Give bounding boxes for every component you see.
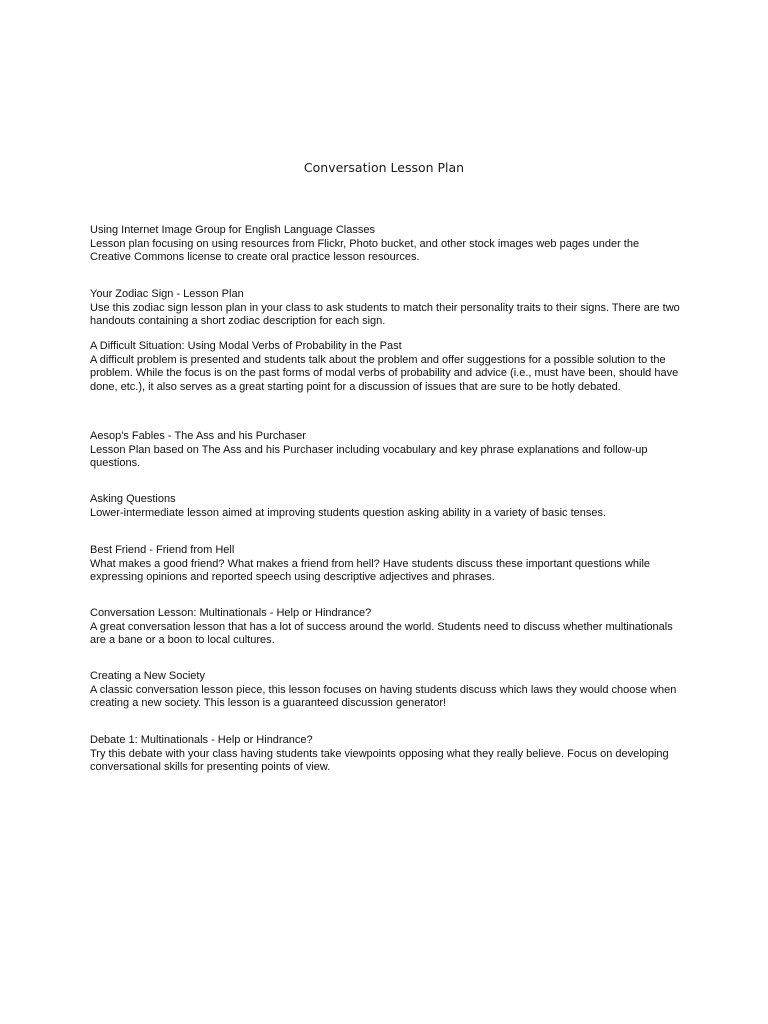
lesson-title: Conversation Lesson: Multinationals - Help or Hindrance?: [90, 607, 372, 619]
lesson-title: A Difficult Situation: Using Modal Verbs of Probability in the Past: [90, 340, 402, 352]
lesson-entry: [90, 670, 680, 711]
lesson-description: What makes a good friend? What makes a friend from hell? Have students discuss these important questions while expressing opinions and reported speech using descriptive adjectives and phrases.: [90, 557, 651, 584]
lesson-description: Lesson Plan based on The Ass and his Purchaser including vocabulary and key phrase explanations and follow-up questions.: [90, 443, 648, 470]
lesson-description: Lesson plan focusing on using resources from Flickr, Photo bucket, and other stock images web pages under the Creative Commons license to create oral practice lesson resources.: [90, 237, 640, 264]
lesson-description: A classic conversation lesson piece, this lesson focuses on having students discuss which laws they would choose when creating a new society. This lesson is a guaranteed discussion generator!: [90, 683, 677, 710]
lesson-description: Try this debate with your class having students take viewpoints opposing what they really believe. Focus on developing conversational skills for presenting points of view.: [90, 747, 669, 774]
document-title: Conversation Lesson Plan: [303, 160, 465, 175]
lesson-entry: [90, 607, 680, 648]
lesson-description: A great conversation lesson that has a lot of success around the world. Students need to discuss whether multinationals are a bane or a boon to local cultures.: [90, 620, 673, 647]
lesson-title: Using Internet Image Group for English Language Classes: [90, 224, 375, 236]
lesson-entry: [90, 493, 680, 520]
lesson-title: Best Friend - Friend from Hell: [90, 544, 235, 556]
lesson-entry: [90, 340, 680, 394]
lesson-entry: [90, 224, 680, 265]
lesson-entry: [90, 734, 680, 775]
lesson-description: Use this zodiac sign lesson plan in your class to ask students to match their personality traits to their signs. There are two handouts containing a short zodiac description for each sign.: [90, 301, 680, 328]
lesson-entry: [90, 430, 680, 471]
lesson-title: Debate 1: Multinationals - Help or Hindrance?: [90, 734, 313, 746]
lesson-description: Lower-intermediate lesson aimed at improving students question asking ability in a variety of basic tenses.: [90, 506, 607, 519]
lesson-title: Creating a New Society: [90, 670, 205, 682]
lesson-title: Asking Questions: [90, 493, 176, 505]
lesson-entry: [90, 544, 680, 585]
lesson-entry: [90, 288, 680, 329]
lesson-title: Your Zodiac Sign - Lesson Plan: [90, 288, 244, 300]
lesson-title: Aesop's Fables - The Ass and his Purchaser: [90, 430, 306, 442]
lesson-description: A difficult problem is presented and students talk about the problem and offer suggestions for a possible solution to the problem. While the focus is on the past forms of modal verbs of probability and advice (i.e., must have been, should have done, etc.), it also serves as a great starting point for a discussion of issues that are sure to be hotly debated.: [90, 353, 679, 393]
